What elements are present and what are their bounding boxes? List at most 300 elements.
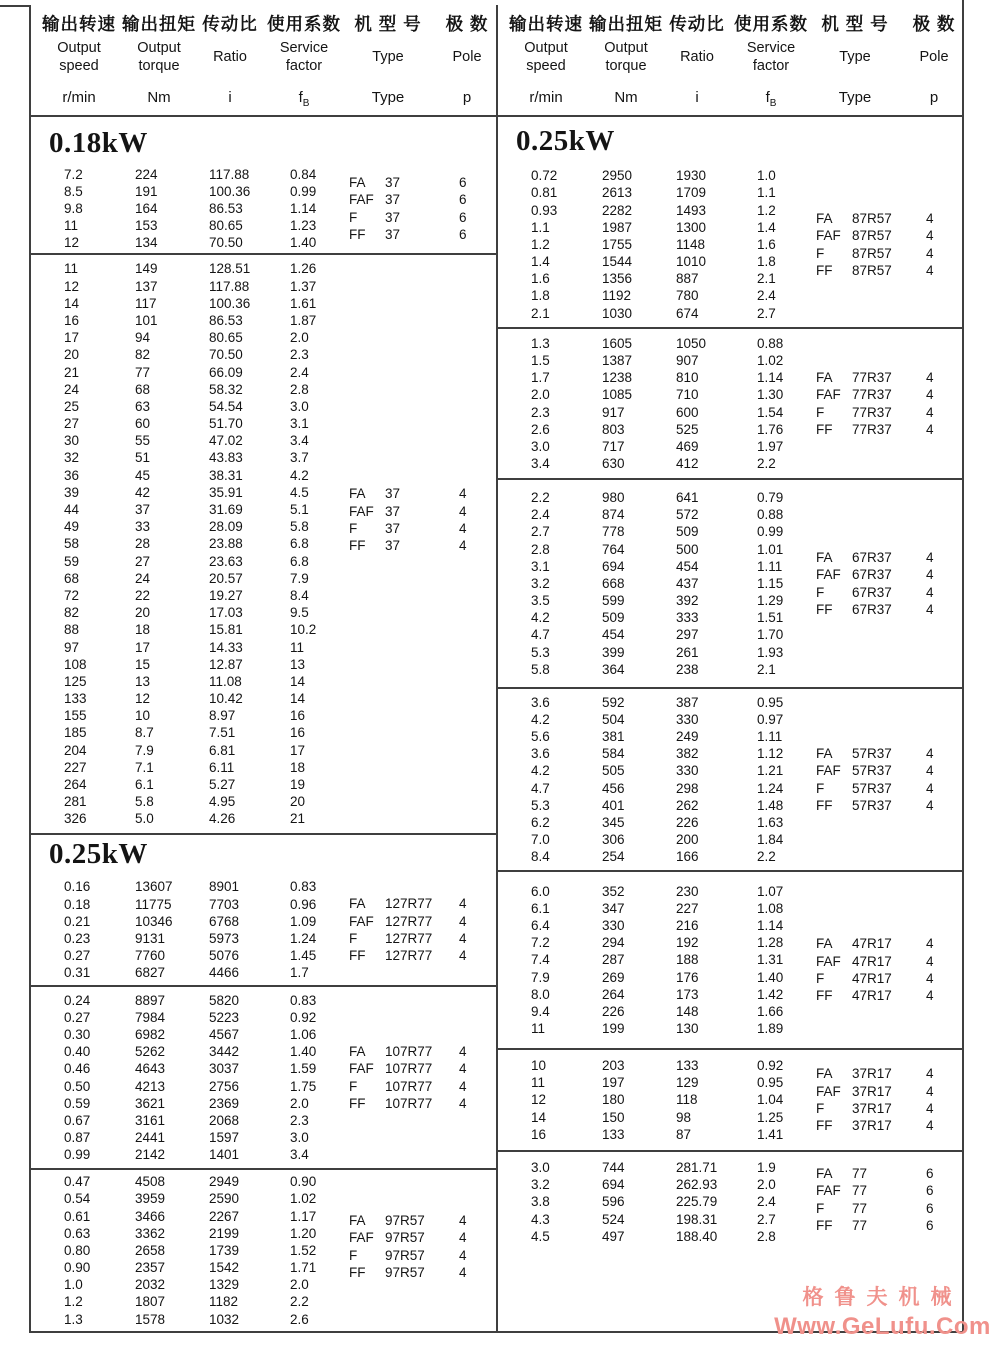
- cell-service-factor: 1.29: [757, 593, 784, 609]
- cell-output-speed: 0.18: [64, 896, 91, 912]
- cell-ratio: 23.88: [209, 536, 243, 552]
- header-label-en: [137, 38, 181, 76]
- pole-value: 4: [926, 369, 934, 385]
- header-label-en-line: factor: [752, 58, 790, 74]
- cell-ratio: 188: [676, 952, 699, 968]
- cell-service-factor: 2.0: [290, 1095, 309, 1111]
- type-model: 107R77: [385, 1078, 433, 1094]
- cell-output-speed: 16: [64, 312, 80, 328]
- cell-ratio: 2199: [209, 1225, 240, 1241]
- type-model: 127R77: [385, 931, 433, 946]
- cell-service-factor: 1.28: [757, 935, 784, 951]
- cell-output-torque: 596: [602, 1194, 625, 1210]
- cell-output-speed: 11: [531, 1075, 546, 1091]
- cell-output-torque: 117: [135, 295, 157, 311]
- table-row: [31, 570, 496, 587]
- cell-service-factor: 13: [290, 656, 306, 672]
- type-prefix: FA: [349, 1212, 366, 1228]
- table-row: [31, 312, 496, 329]
- header-label-en-line: Output: [57, 40, 101, 56]
- cell-service-factor: 1.66: [757, 1003, 784, 1019]
- type-prefix: FF: [349, 538, 366, 554]
- cell-output-speed: 0.72: [531, 168, 558, 184]
- cell-output-torque: 401: [602, 797, 625, 813]
- cell-service-factor: 1.14: [757, 918, 784, 934]
- cell-output-speed: 0.27: [64, 948, 91, 964]
- cell-output-speed: 4.7: [531, 627, 550, 643]
- data-block: [498, 327, 962, 478]
- cell-output-torque: 3959: [135, 1191, 166, 1207]
- table-row: [31, 1259, 496, 1276]
- cell-service-factor: 1.26: [290, 261, 317, 277]
- type-prefix: FAF: [349, 1230, 374, 1246]
- cell-output-torque: 364: [602, 661, 625, 677]
- header-label-en-line: Service: [279, 40, 329, 56]
- cell-service-factor: 1.9: [757, 1160, 776, 1175]
- type-prefix: FAF: [816, 763, 841, 779]
- cell-service-factor: 2.2: [290, 1294, 309, 1310]
- cell-ratio: 5820: [209, 992, 240, 1008]
- cell-ratio: 200: [676, 832, 699, 848]
- header-label-en-line: speed: [526, 58, 566, 74]
- cell-ratio: 5973: [209, 931, 240, 946]
- type-model: 47R17: [852, 936, 892, 952]
- pole-value: 4: [459, 1212, 467, 1228]
- type-prefix: FF: [349, 1095, 366, 1111]
- table-row: [31, 776, 496, 793]
- type-model: 67R37: [852, 584, 892, 600]
- cell-output-speed: 1.8: [531, 288, 550, 304]
- cell-service-factor: 2.8: [757, 1228, 776, 1244]
- cell-ratio: 198.31: [676, 1211, 718, 1227]
- cell-output-torque: 8.7: [135, 725, 154, 741]
- type-model: 57R37: [852, 780, 892, 796]
- header-unit: p: [929, 89, 939, 106]
- cell-service-factor: 1.24: [757, 780, 784, 796]
- table-row: [31, 673, 496, 690]
- cell-output-torque: 1544: [602, 254, 633, 270]
- type-prefix: FA: [816, 1066, 833, 1082]
- cell-ratio: 86.53: [209, 312, 243, 328]
- cell-output-speed: 0.59: [64, 1095, 91, 1111]
- cell-output-torque: 694: [602, 558, 625, 574]
- cell-output-speed: 49: [64, 519, 80, 535]
- cell-ratio: 281.71: [676, 1160, 718, 1175]
- pole-value: 4: [459, 1061, 467, 1077]
- cell-output-speed: 0.81: [531, 185, 558, 201]
- cell-service-factor: 19: [290, 777, 306, 793]
- cell-service-factor: 3.7: [290, 450, 309, 466]
- cell-ratio: 333: [676, 610, 699, 626]
- table-row: [31, 1208, 496, 1225]
- cell-ratio: 810: [676, 370, 699, 386]
- cell-ratio: 117.88: [209, 166, 250, 182]
- cell-service-factor: 1.59: [290, 1061, 317, 1077]
- table-row: [31, 1242, 496, 1259]
- table-row: [498, 305, 962, 322]
- cell-output-speed: 8.5: [64, 183, 83, 199]
- pole-value: 6: [459, 226, 467, 242]
- cell-ratio: 100.36: [209, 183, 251, 199]
- cell-output-speed: 0.21: [64, 913, 91, 929]
- cell-output-speed: 12: [64, 235, 80, 251]
- cell-output-torque: 1356: [602, 271, 633, 287]
- cell-ratio: 17.03: [209, 605, 243, 621]
- cell-service-factor: 5.8: [290, 519, 309, 535]
- header-unit: $f_B$: [298, 89, 310, 109]
- cell-ratio: 31.69: [209, 502, 243, 518]
- cell-service-factor: 1.54: [757, 404, 784, 420]
- type-prefix: FA: [816, 936, 833, 952]
- cell-service-factor: 2.7: [757, 1211, 776, 1227]
- cell-service-factor: 1.02: [290, 1191, 317, 1207]
- table-row: [498, 883, 962, 900]
- cell-ratio: 100.36: [209, 295, 251, 311]
- table-row: [498, 253, 962, 270]
- cell-output-torque: 7.1: [135, 759, 154, 775]
- table-column-left: [31, 5, 496, 1331]
- cell-ratio: 1329: [209, 1277, 240, 1293]
- type-prefix: FF: [816, 1118, 833, 1134]
- header-label-zh: 使用系数: [734, 14, 808, 34]
- cell-service-factor: 2.2: [757, 456, 776, 472]
- cell-output-torque: 3466: [135, 1208, 166, 1224]
- data-block: [498, 870, 962, 1048]
- cell-output-torque: 42: [135, 484, 151, 500]
- header-label-zh: 传动比: [669, 14, 725, 34]
- table-row: [31, 1173, 496, 1190]
- type-prefix: F: [349, 1247, 358, 1263]
- cell-output-torque: 399: [602, 644, 625, 660]
- pole-value: 4: [926, 210, 934, 226]
- table-row: [31, 913, 496, 930]
- table-row: [498, 386, 962, 403]
- cell-output-torque: 51: [135, 450, 151, 466]
- cell-ratio: 887: [676, 271, 699, 287]
- cell-output-torque: 3621: [135, 1095, 166, 1111]
- cell-ratio: 641: [676, 489, 699, 505]
- cell-ratio: 166: [676, 849, 699, 865]
- cell-ratio: 10.42: [209, 691, 243, 707]
- pole-value: 4: [926, 1083, 934, 1099]
- table-row: [31, 639, 496, 656]
- cell-ratio: 1739: [209, 1242, 240, 1258]
- header-label-en-line: Service: [746, 40, 796, 56]
- cell-output-torque: 504: [602, 711, 625, 727]
- cell-service-factor: 20: [290, 794, 306, 810]
- header-label-zh: 机 型 号: [821, 14, 889, 34]
- pole-value: 4: [926, 404, 934, 420]
- table-row: [498, 558, 962, 575]
- type-prefix: FF: [816, 1217, 833, 1233]
- header-unit: i: [228, 89, 232, 106]
- type-model: 57R37: [852, 745, 892, 761]
- cell-output-torque: 18: [135, 622, 151, 638]
- pole-value: 6: [926, 1217, 934, 1233]
- header-label-en-line: factor: [285, 58, 323, 74]
- type-model: 37: [385, 209, 401, 225]
- table-row: [31, 992, 496, 1009]
- table-row: [498, 969, 962, 986]
- header-label-en: [919, 38, 948, 76]
- cell-output-torque: 7.9: [135, 742, 154, 758]
- cell-ratio: 98: [676, 1109, 692, 1125]
- table-row: [31, 518, 496, 535]
- cell-ratio: 262.93: [676, 1177, 718, 1193]
- cell-output-speed: 281: [64, 794, 87, 810]
- type-prefix: FF: [349, 1264, 366, 1280]
- type-model: 87R57: [852, 228, 892, 244]
- cell-output-torque: 17: [135, 639, 151, 655]
- cell-ratio: 12.87: [209, 656, 243, 672]
- cell-ratio: 674: [676, 305, 699, 321]
- cell-output-speed: 1.5: [531, 352, 550, 368]
- cell-output-torque: 197: [602, 1075, 625, 1091]
- cell-output-speed: 20: [64, 347, 80, 363]
- table-row: [498, 575, 962, 592]
- cell-ratio: 1597: [209, 1130, 240, 1146]
- cell-output-speed: 30: [64, 433, 80, 449]
- cell-service-factor: 0.90: [290, 1174, 317, 1190]
- type-prefix: FAF: [816, 228, 841, 244]
- cell-output-speed: 0.93: [531, 202, 558, 218]
- data-block: [498, 1048, 962, 1150]
- cell-output-torque: 1755: [602, 236, 633, 252]
- cell-ratio: 525: [676, 421, 699, 437]
- cell-output-torque: 264: [602, 986, 625, 1002]
- cell-ratio: 176: [676, 969, 699, 985]
- cell-service-factor: 1.2: [757, 202, 776, 218]
- header-unit: $f_B$: [765, 89, 777, 109]
- cell-ratio: 225.79: [676, 1194, 718, 1210]
- cell-output-torque: 4213: [135, 1078, 166, 1094]
- table-row: [31, 535, 496, 552]
- cell-output-torque: 10346: [135, 913, 173, 929]
- cell-output-speed: 0.99: [64, 1147, 91, 1163]
- header-unit: Nm: [614, 89, 638, 106]
- cell-service-factor: 2.0: [757, 1177, 776, 1193]
- cell-service-factor: 3.4: [290, 1147, 309, 1163]
- cell-output-torque: 12: [135, 691, 151, 707]
- cell-service-factor: 1.42: [757, 986, 784, 1002]
- pole-value: 4: [926, 988, 934, 1004]
- pole-value: 6: [926, 1200, 934, 1216]
- cell-output-torque: 599: [602, 593, 625, 609]
- cell-ratio: 35.91: [209, 484, 243, 500]
- cell-service-factor: 2.2: [757, 849, 776, 865]
- cell-ratio: 148: [676, 1003, 699, 1019]
- cell-ratio: 192: [676, 935, 699, 951]
- cell-service-factor: 1.07: [757, 883, 784, 899]
- type-model: 67R37: [852, 567, 892, 583]
- cell-ratio: 1032: [209, 1311, 240, 1327]
- cell-output-speed: 44: [64, 502, 80, 518]
- cell-service-factor: 2.4: [757, 288, 776, 304]
- table-row: [31, 234, 496, 251]
- table-row: [498, 1003, 962, 1020]
- cell-ratio: 262: [676, 797, 699, 813]
- cell-output-torque: 6.1: [135, 777, 154, 793]
- table-row: [498, 1159, 962, 1176]
- cell-output-speed: 8.4: [531, 849, 550, 865]
- table-row: [498, 270, 962, 287]
- cell-ratio: 387: [676, 694, 699, 710]
- cell-service-factor: 1.20: [290, 1225, 317, 1241]
- table-row: [31, 1293, 496, 1310]
- cell-ratio: 1401: [209, 1147, 240, 1163]
- section-power-title: 0.25kW: [516, 125, 615, 157]
- cell-output-speed: 7.2: [64, 166, 83, 182]
- cell-output-torque: 2282: [602, 202, 633, 218]
- cell-output-torque: 3161: [135, 1112, 166, 1128]
- cell-output-speed: 7.9: [531, 969, 550, 985]
- type-prefix: FAF: [816, 567, 841, 583]
- table-row: [31, 878, 496, 895]
- type-prefix: FA: [816, 369, 833, 385]
- cell-output-torque: 5.8: [135, 794, 154, 810]
- cell-service-factor: 1.17: [290, 1208, 317, 1224]
- cell-service-factor: 1.21: [757, 763, 784, 779]
- type-model: 57R37: [852, 763, 892, 779]
- table-row: [498, 489, 962, 506]
- cell-output-speed: 5.3: [531, 797, 550, 813]
- cell-output-torque: 203: [602, 1058, 625, 1074]
- type-prefix: FA: [349, 1043, 366, 1059]
- data-block: [31, 985, 496, 1168]
- cell-ratio: 54.54: [209, 398, 243, 414]
- cell-ratio: 14.33: [209, 639, 243, 655]
- type-prefix: FAF: [816, 953, 841, 969]
- pole-value: 4: [926, 1118, 934, 1134]
- cell-output-torque: 226: [602, 1003, 625, 1019]
- cell-service-factor: 1.09: [290, 913, 317, 929]
- table-row: [498, 661, 962, 678]
- cell-ratio: 51.70: [209, 416, 243, 432]
- cell-ratio: 11.08: [209, 673, 242, 689]
- table-row: [31, 295, 496, 312]
- cell-output-speed: 6.1: [531, 900, 550, 916]
- table-row: [498, 626, 962, 643]
- cell-ratio: 129: [676, 1075, 699, 1091]
- table-row: [498, 202, 962, 219]
- cell-output-speed: 2.2: [531, 489, 550, 505]
- cell-service-factor: 1.41: [757, 1126, 784, 1142]
- cell-service-factor: 0.88: [757, 507, 784, 523]
- header-label-en-line: torque: [138, 58, 180, 74]
- cell-ratio: 238: [676, 661, 699, 677]
- cell-service-factor: 1.02: [757, 352, 784, 368]
- table-row: [31, 1225, 496, 1242]
- table-row: [498, 694, 962, 711]
- cell-output-speed: 72: [64, 587, 80, 603]
- cell-service-factor: 1.01: [757, 541, 784, 557]
- type-prefix: FA: [816, 549, 833, 565]
- header-label-en: [839, 38, 870, 76]
- header-label-zh: 使用系数: [267, 14, 341, 34]
- cell-ratio: 80.65: [209, 218, 243, 234]
- cell-output-torque: 2032: [135, 1277, 166, 1293]
- cell-output-torque: 60: [135, 416, 151, 432]
- cell-ratio: 128.51: [209, 261, 251, 277]
- type-prefix: FA: [816, 745, 833, 761]
- cell-output-torque: 592: [602, 694, 625, 710]
- cell-ratio: 216: [676, 918, 699, 934]
- cell-output-torque: 224: [135, 166, 158, 182]
- cell-ratio: 382: [676, 746, 699, 762]
- type-model: 67R37: [852, 601, 892, 617]
- type-prefix: FAF: [349, 192, 374, 208]
- cell-output-torque: 2142: [135, 1147, 166, 1163]
- cell-ratio: 86.53: [209, 200, 243, 216]
- data-block: [31, 875, 496, 985]
- cell-output-speed: 1.3: [64, 1311, 83, 1327]
- table-row: [498, 934, 962, 951]
- table-row: [31, 364, 496, 381]
- type-prefix: FAF: [816, 1183, 841, 1199]
- cell-service-factor: 1.76: [757, 421, 784, 437]
- pole-value: 4: [926, 421, 934, 437]
- type-prefix: F: [349, 209, 358, 225]
- cell-output-speed: 88: [64, 622, 80, 638]
- cell-output-torque: 149: [135, 261, 158, 277]
- cell-service-factor: 1.61: [290, 295, 317, 311]
- cell-service-factor: 1.8: [757, 254, 776, 270]
- table-row: [498, 797, 962, 814]
- cell-output-speed: 4.2: [531, 763, 550, 779]
- type-model: 77: [852, 1183, 868, 1199]
- cell-output-speed: 2.6: [531, 421, 550, 437]
- cell-output-torque: 509: [602, 610, 625, 626]
- cell-ratio: 230: [676, 883, 699, 899]
- pole-value: 4: [926, 797, 934, 813]
- cell-output-speed: 9.4: [531, 1003, 550, 1019]
- cell-output-speed: 2.8: [531, 541, 550, 557]
- cell-output-speed: 6.0: [531, 883, 550, 899]
- cell-output-torque: 2441: [135, 1130, 166, 1146]
- cell-output-speed: 0.87: [64, 1130, 91, 1146]
- table-row: [498, 287, 962, 304]
- table-row: [498, 986, 962, 1003]
- header-label-zh: 输出扭矩: [122, 14, 196, 34]
- cell-service-factor: 2.1: [757, 271, 776, 287]
- pole-value: 4: [459, 1264, 467, 1280]
- type-prefix: FF: [816, 988, 833, 1004]
- cell-output-torque: 4508: [135, 1174, 166, 1190]
- table-row: [31, 260, 496, 277]
- cell-output-speed: 185: [64, 725, 87, 741]
- table-row: [31, 381, 496, 398]
- pole-value: 6: [926, 1165, 934, 1181]
- table-row: [31, 947, 496, 964]
- table-row: [498, 1109, 962, 1126]
- cell-ratio: 392: [676, 593, 699, 609]
- cell-output-torque: 917: [602, 404, 625, 420]
- cell-output-torque: 505: [602, 763, 625, 779]
- cell-ratio: 5.27: [209, 777, 236, 793]
- type-prefix: FA: [816, 210, 833, 226]
- data-block: [498, 478, 962, 687]
- cell-service-factor: 4.2: [290, 467, 309, 483]
- pole-value: 4: [926, 1101, 934, 1116]
- cell-output-speed: 5.6: [531, 728, 550, 744]
- table-row: [31, 1078, 496, 1095]
- type-model: 77R37: [852, 421, 892, 437]
- cell-service-factor: 14: [290, 691, 306, 707]
- cell-output-speed: 2.1: [531, 305, 550, 321]
- table-row: [31, 621, 496, 638]
- table-row: [498, 1057, 962, 1074]
- cell-service-factor: 17: [290, 742, 306, 758]
